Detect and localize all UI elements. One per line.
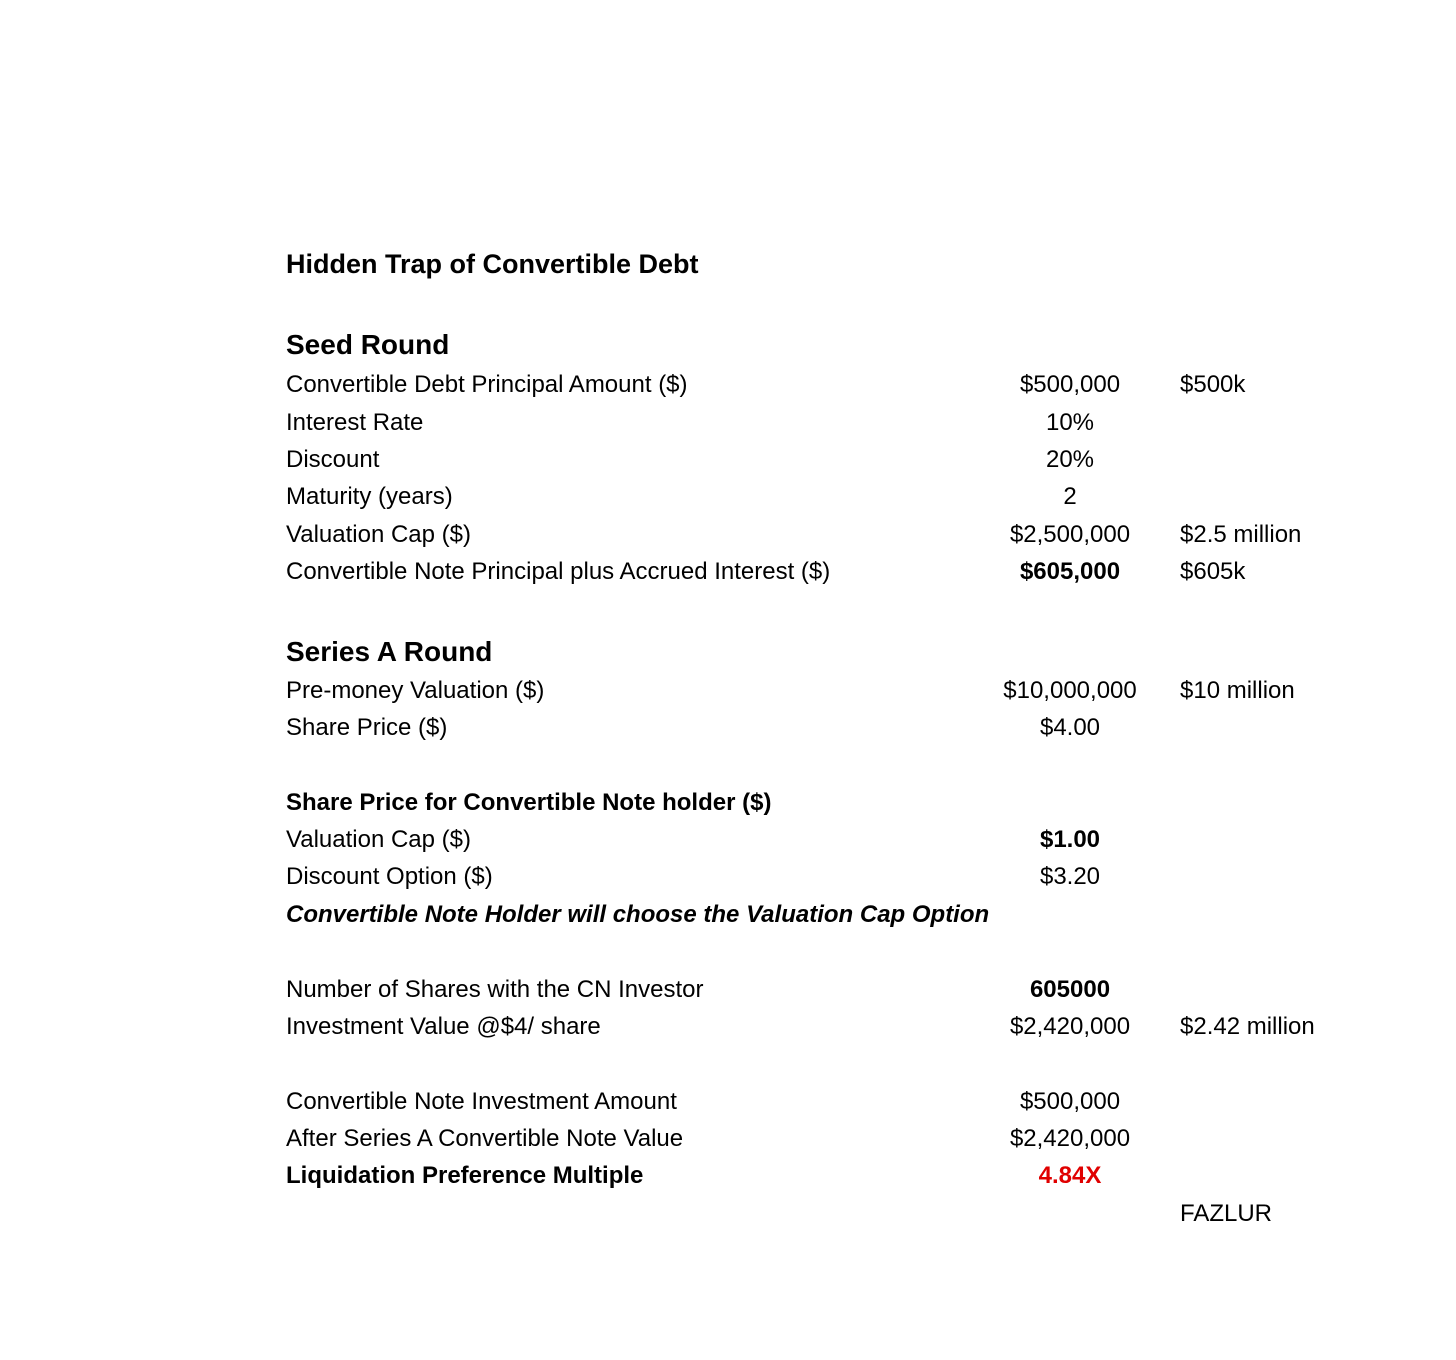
series-a-premoney-label: Pre-money Valuation ($) (286, 677, 545, 704)
page-title: Hidden Trap of Convertible Debt (286, 249, 699, 279)
cn-price-heading: Share Price for Convertible Note holder ($) (286, 789, 772, 816)
cn-discount-label: Discount Option ($) (286, 863, 493, 890)
cn-investment-value: $500,000 (1019, 1088, 1121, 1115)
cn-investment-label: Convertible Note Investment Amount (286, 1088, 677, 1115)
cn-conclusion: Convertible Note Holder will choose the Valuation Cap Option (286, 901, 990, 928)
seed-principal-value: $500,000 (1019, 371, 1121, 398)
liquidation-multiple-value: 4.84X (1038, 1162, 1102, 1189)
series-a-premoney-value: $10,000,000 (1003, 677, 1137, 704)
seed-accrued-label: Convertible Note Principal plus Accrued Interest ($) (286, 558, 831, 585)
seed-valuation-cap-note: $2.5 million (1180, 521, 1302, 548)
seed-interest-value: 10% (1045, 409, 1095, 436)
cn-valuation-cap-value: $1.00 (1039, 826, 1101, 853)
seed-principal-note: $500k (1180, 371, 1246, 398)
series-a-share-price-value: $4.00 (1039, 714, 1101, 741)
seed-maturity-value: 2 (1063, 483, 1077, 510)
seed-interest-label: Interest Rate (286, 409, 424, 436)
seed-round-heading: Seed Round (286, 329, 450, 360)
investment-value-note: $2.42 million (1180, 1013, 1315, 1040)
seed-accrued-value: $605,000 (1019, 558, 1121, 585)
series-a-heading: Series A Round (286, 636, 493, 667)
shares-count-value: 605000 (1029, 976, 1111, 1003)
investment-value-label: Investment Value @$4/ share (286, 1013, 601, 1040)
seed-maturity-label: Maturity (years) (286, 483, 453, 510)
investment-value-value: $2,420,000 (1009, 1013, 1131, 1040)
seed-accrued-note: $605k (1180, 558, 1246, 585)
seed-discount-value: 20% (1045, 446, 1095, 473)
shares-count-label: Number of Shares with the CN Investor (286, 976, 704, 1003)
series-a-share-price-label: Share Price ($) (286, 714, 448, 741)
cn-discount-value: $3.20 (1039, 863, 1101, 890)
seed-valuation-cap-value: $2,500,000 (1009, 521, 1131, 548)
cn-valuation-cap-label: Valuation Cap ($) (286, 826, 471, 853)
seed-valuation-cap-label: Valuation Cap ($) (286, 521, 471, 548)
series-a-premoney-note: $10 million (1180, 677, 1295, 704)
seed-principal-label: Convertible Debt Principal Amount ($) (286, 371, 688, 398)
after-series-a-value: $2,420,000 (1009, 1125, 1131, 1152)
author-signature: FAZLUR (1180, 1200, 1273, 1227)
liquidation-multiple-label: Liquidation Preference Multiple (286, 1162, 644, 1189)
seed-discount-label: Discount (286, 446, 380, 473)
after-series-a-label: After Series A Convertible Note Value (286, 1125, 684, 1152)
